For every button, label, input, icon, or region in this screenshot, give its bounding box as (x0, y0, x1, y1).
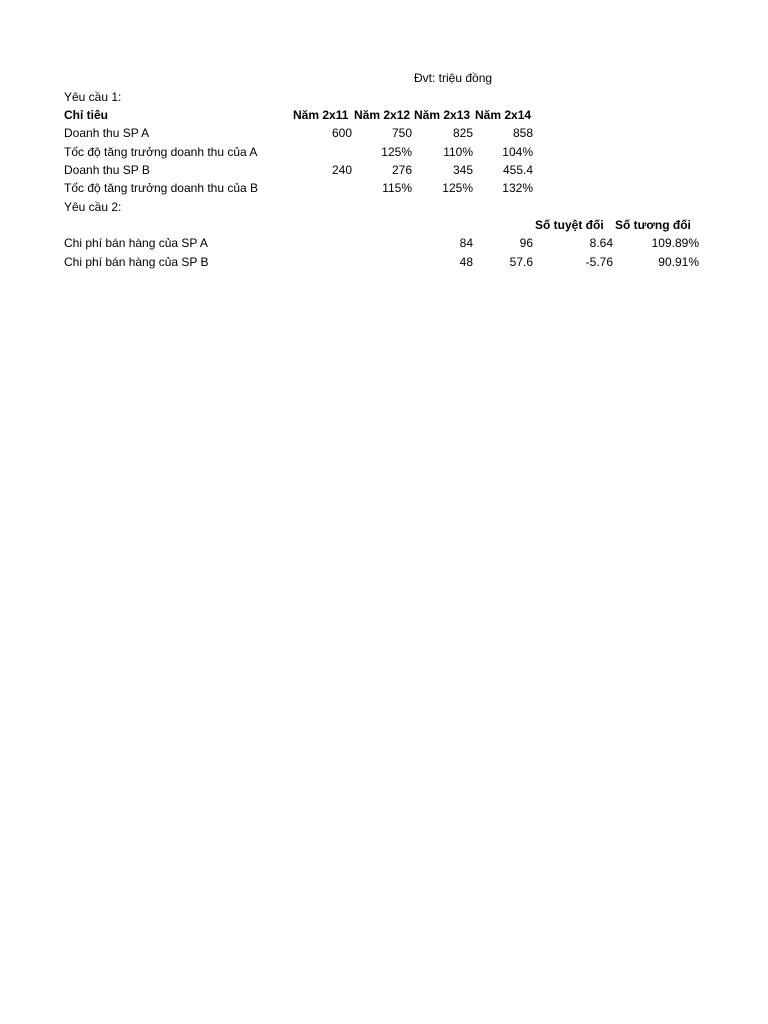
unit-note: Đvt: triệu đồng (414, 71, 493, 85)
req1-cell (292, 143, 352, 161)
req2-cell-absolute: -5.76 (585, 255, 613, 269)
req1-cell: 276 (391, 163, 412, 177)
req1-cell: 115% (382, 181, 412, 195)
req2-cell-relative: 90.91% (658, 255, 699, 269)
req1-cell: 125% (381, 145, 412, 159)
req2-cell-absolute: 8.64 (589, 236, 613, 250)
req2-row-label: Chi phí bán hàng của SP A (64, 236, 208, 250)
req1-cell: 110% (443, 145, 473, 159)
req1-cell: 345 (452, 163, 473, 177)
req1-row-label: Doanh thu SP B (64, 163, 150, 177)
req2-cell: 57.6 (509, 255, 533, 269)
req1-header-year-1: Năm 2x11 (293, 108, 349, 122)
req1-header-year-4: Năm 2x14 (475, 108, 532, 122)
req1-header-year-2: Năm 2x12 (354, 108, 411, 122)
req1-cell: 125% (442, 181, 473, 195)
req1-cell (292, 179, 352, 197)
req1-cell: 825 (452, 126, 473, 140)
req2-cell-relative: 109.89% (651, 236, 699, 250)
req1-title: Yêu cầu 1: (64, 90, 122, 104)
req2-header-relative: Số tương đối (615, 218, 691, 232)
req2-row-label: Chi phí bán hàng của SP B (64, 255, 209, 269)
req1-cell: 750 (391, 126, 412, 140)
req1-cell: 858 (512, 126, 533, 140)
req2-title: Yêu cầu 2: (64, 200, 122, 214)
req1-cell: 104% (502, 145, 533, 159)
req1-header-year-3: Năm 2x13 (414, 108, 471, 122)
req2-cell: 96 (519, 236, 533, 250)
req1-row-label: Tốc độ tăng trưởng doanh thu của A (64, 145, 258, 159)
req1-cell: 455.4 (502, 163, 533, 177)
req1-cell: 132% (502, 181, 533, 195)
req2-cell: 84 (459, 236, 473, 250)
req1-row-label: Tốc độ tăng trưởng doanh thu của B (64, 181, 259, 195)
req2-cell: 48 (459, 255, 473, 269)
req1-cell: 600 (331, 126, 352, 140)
req1-row-label: Doanh thu SP A (64, 126, 150, 140)
req1-header-label: Chỉ tiêu (64, 108, 108, 122)
req2-header-absolute: Số tuyệt đối (535, 218, 604, 232)
req1-cell: 240 (331, 163, 352, 177)
